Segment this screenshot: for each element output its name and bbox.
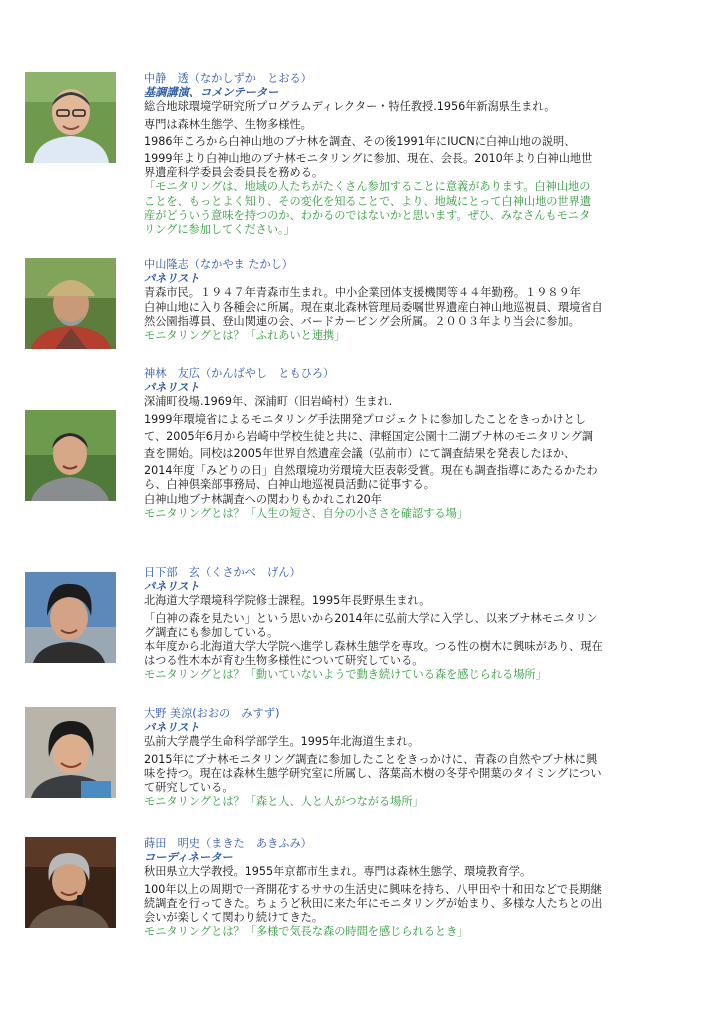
bio-line: 1999年環境省によるモニタリング手法開発プロジェクトに参加したことをきっかけとし [144,412,586,426]
portrait-image [25,707,116,798]
panelist-role: パネリスト [144,721,200,735]
panelist-name: 神林 友広（かんばやし ともひろ） [144,367,335,380]
bio-line: 100年以上の周期で一斉開花するササの生活史に興味を持ち、八甲田や十和田などで長期継 [144,882,602,896]
bio-line: 界遺産科学委員会委員長を務める。 [144,166,324,180]
panelist-name: 中静 透（なかしずか とおる） [144,72,312,85]
panelist-info [144,72,704,237]
panelist-name: 蒔田 明史（まきた あきふみ） [144,837,312,850]
quote-line: リングに参加してください。」 [144,223,295,237]
panelist-role: コーディネーター [144,851,233,865]
portrait-photo [25,837,116,928]
bio-line: 深浦町役場.1969年、深浦町（旧岩崎村）生まれ. [144,395,393,409]
panelist-info [144,707,704,809]
panelist-name: 大野 美涼(おおの みすず) [144,707,280,720]
bio-line: 続調査を行ってきた。ちょうど秋田に来た年にモニタリングが始まり、多様な人たちとの出 [144,896,603,910]
bio-line: 専門は森林生態学、生物多様性。 [144,117,312,131]
portrait-photo [25,258,116,349]
quote-line: モニタリングとは？「動いていないようで動き続けている森を感じられる場所」 [144,668,547,682]
portrait-image [25,572,116,663]
bio-line: 2015年にブナ林モニタリング調査に参加したことをきっかけに、青森の自然やブナ林に興 [144,752,598,766]
portrait-image [25,72,116,163]
bio-line: 白神山地に入り各種会に所属。現在東北森林管理局委嘱世界遺産白神山地巡視員、環境省自 [144,300,603,314]
panelist-info [144,837,704,939]
quote-line: モニタリングとは？「人生の短さ、自分の小ささを確認する場」 [144,506,468,520]
bio-line: て研究している。 [144,781,234,795]
bio-line: 弘前大学農学生命科学部学生。1995年北海道生まれ。 [144,735,420,749]
bio-line: 本年度から北海道大学大学院へ進学し森林生態学を専攻。つる性の樹木に興味があり、現在 [144,640,603,654]
quote-line: モニタリングとは？「多様で気長な森の時間を感じられるとき」 [144,925,469,939]
panelist-info [144,566,704,683]
quote-line: 産がどういう意味を持つのか、わかるのではないかと思います。ぜひ、みなさんもモニタ [144,208,591,222]
bio-line: グ調査にも参加している。 [144,625,279,639]
portrait-photo [25,72,116,163]
bio-line: 会いが楽しくて関わり続けてきた。 [144,911,324,925]
panelist-name: 日下部 玄（くさかべ げん） [144,566,301,579]
bio-line: 秋田県立大学教授。1955年京都市生まれ。専門は森林生態学、環境教育学。 [144,865,532,879]
panelist-info [144,367,704,521]
bio-line: 2014年度「みどりの日」自然環境功労環境大臣表彰受賞。現在も調査指導にあたるかたわ [144,464,598,478]
panelist-role: パネリスト [144,272,200,286]
bio-line: はつる性木本が育む生物多様性について研究している。 [144,654,424,668]
bio-line: 味を持つ。現在は森林生態学研究室に所属し、落葉高木樹の冬芽や開葉のタイミングについ [144,766,602,780]
portrait-photo [25,572,116,663]
panelist-role: パネリスト [144,381,200,395]
panelist-name: 中山隆志（なかやま たかし） [144,258,293,271]
bio-line: 「白神の森を見たい」という思いから2014年に弘前大学に入学し、以来ブナ林モニタリン [144,611,598,625]
bio-line: て、2005年6月から岩崎中学校生徒と共に、津軽国定公園十二湖ブナ林のモニタリング調 [144,429,594,443]
bio-line: ら、白神倶楽部事務局、白神山地巡視員活動に従事する。 [144,478,435,492]
bio-line: 青森市民。１９４７年青森市生まれ。中小企業団体支援機関等４４年勤務。１９８９年 [144,286,581,300]
bio-line: 査を開始。同校は2005年世界自然遺産会議（弘前市）にて調査結果を発表したほか、 [144,447,576,461]
bio-line: 然公園指導員、登山関連の会、バードカービング会所属。２００３年より当会に参加。 [144,314,580,328]
panelist-role: パネリスト [144,580,200,594]
bio-line: 北海道大学環境科学院修士課程。1995年長野県生まれ。 [144,594,431,608]
portrait-image [25,258,116,349]
portrait-photo [25,410,116,501]
bio-line: 1986年ころから白神山地のブナ林を調査、その後1991年にIUCNに白神山地の説明、 [144,134,576,148]
quote-line: モニタリングとは？「森と人、人と人がつながる場所」 [144,795,424,809]
portrait-image [25,837,116,928]
panelist-role: 基調講演、コメンテーター [144,86,279,100]
bio-line: 1999年より白神山地のブナ林モニタリングに参加、現在、会長。2010年より白神山地世 [144,152,593,166]
portrait-photo [25,707,116,798]
quote-line: 「モニタリングは、地域の人たちがたくさん参加することに意義があります。白神山地の [144,180,591,194]
bio-line: 総合地球環境学研究所プログラムディレクター・特任教授.1956年新潟県生まれ。 [144,100,556,114]
portrait-image [25,410,116,501]
bio-line: 白神山地ブナ林調査への関わりもかれこれ20年 [144,492,382,506]
panelist-info [144,258,704,343]
quote-line: ことを、もっとよく知り、その変化を知ることで、より、地域にとって白神山地の世界遺 [144,194,592,208]
quote-line: モニタリングとは？「ふれあいと連携」 [144,329,346,343]
